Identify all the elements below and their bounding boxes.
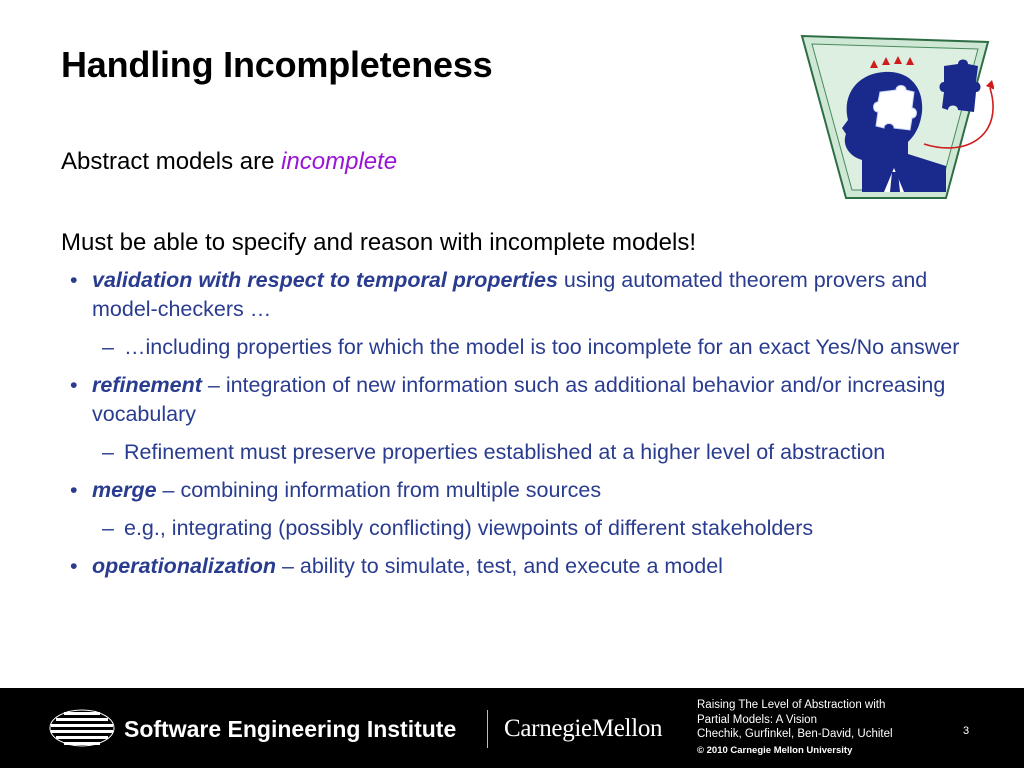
sub-bullet-text: …including properties for which the model is too incomplete for an exact Yes/No answer: [124, 335, 960, 359]
copyright-notice: © 2010 Carnegie Mellon University: [697, 744, 853, 756]
sub-bullet-text: Refinement must preserve properties established at a higher level of abstraction: [124, 440, 886, 464]
bullet-marker: •: [70, 268, 78, 292]
sub-bullet-marker: –: [102, 516, 114, 540]
bullet-item: [61, 266, 961, 324]
bullet-marker: •: [70, 373, 78, 397]
bullet-item: [61, 371, 961, 429]
sub-bullet-item: [61, 438, 961, 467]
bullet-item: [61, 476, 961, 505]
sub-bullet-item: [61, 514, 961, 543]
bullet-text: – combining information from multiple sources: [156, 478, 602, 502]
footer-bar: [0, 688, 1024, 768]
sei-logo-icon: [48, 708, 116, 748]
sub-bullet-text: e.g., integrating (possibly conflicting) viewpoints of different stakeholders: [124, 516, 814, 540]
missing-puzzle-piece: [874, 86, 917, 131]
sei-wordmark: Software Engineering Institute: [124, 716, 457, 742]
slide-credits: [697, 698, 893, 758]
bullet-marker: •: [70, 554, 78, 578]
bullet-text: using automated theorem provers and model-checkers …: [92, 268, 928, 321]
intro-text: Abstract models are: [61, 148, 282, 175]
footer-divider: [487, 710, 488, 748]
slide-title: Handling Incompleteness: [61, 44, 493, 85]
intro-emphasis: incomplete: [281, 148, 398, 175]
bullet-item: [61, 552, 961, 581]
bullet-keyword: refinement: [92, 373, 202, 397]
cmu-wordmark: CarnegieMellon: [504, 715, 663, 742]
bullet-keyword: merge: [92, 478, 157, 502]
bullet-text: – integration of new information such as additional behavior and/or increasing vocabulary: [92, 373, 946, 426]
credit-line: Partial Models: A Vision: [697, 713, 817, 726]
page-number: 3: [963, 725, 970, 737]
sub-bullet-marker: –: [102, 440, 114, 464]
intro-line: [61, 148, 397, 176]
puzzle-head-icon: [798, 32, 994, 202]
bullet-list: [61, 266, 961, 590]
bullet-keyword: operationalization: [92, 554, 276, 578]
bullet-keyword: validation with respect to temporal properties: [92, 268, 558, 292]
bullet-text: – ability to simulate, test, and execute a model: [275, 554, 723, 578]
floating-puzzle-piece: [940, 60, 981, 113]
bullet-marker: •: [70, 478, 78, 502]
sub-bullet-marker: –: [102, 335, 114, 359]
lead-line: Must be able to specify and reason with incomplete models!: [61, 229, 697, 256]
credit-line: Chechik, Gurfinkel, Ben-David, Uchitel: [697, 728, 893, 740]
credit-line: Raising The Level of Abstraction with: [697, 699, 886, 711]
sub-bullet-item: [61, 333, 961, 362]
